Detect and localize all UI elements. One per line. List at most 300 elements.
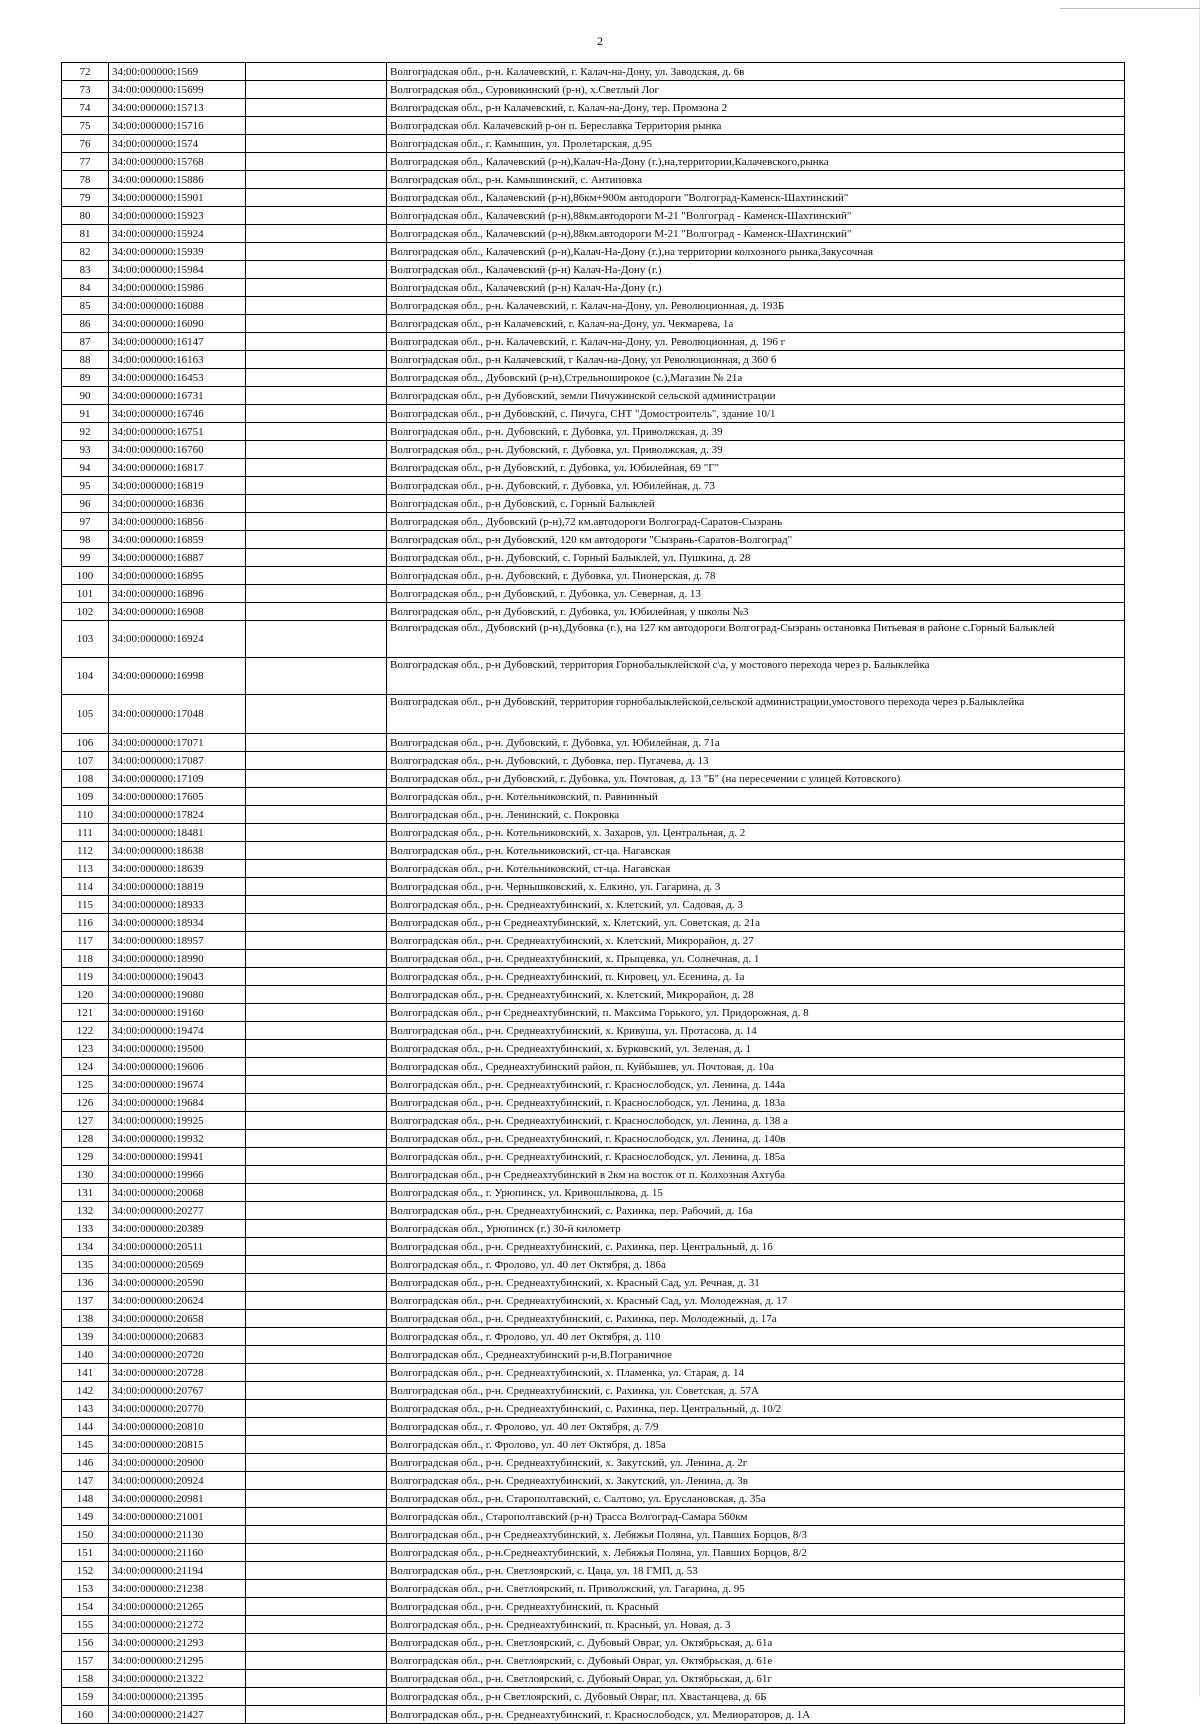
cadastral-number: 34:00:000000:17109 bbox=[109, 770, 246, 788]
address-cell: Волгоградская обл., р-н. Дубовский, г. Дубовка, ул. Юбилейная, д. 73 bbox=[387, 477, 1125, 495]
row-number: 78 bbox=[62, 171, 109, 189]
row-number: 148 bbox=[62, 1490, 109, 1508]
table-row bbox=[62, 261, 1125, 279]
address-cell: Волгоградская обл., р-н Дубовский, земли Пичужинской сельской администрации bbox=[387, 387, 1125, 405]
cadastral-number: 34:00:000000:19941 bbox=[109, 1148, 246, 1166]
empty-cell bbox=[246, 1544, 387, 1562]
cadastral-number: 34:00:000000:18934 bbox=[109, 914, 246, 932]
row-number: 160 bbox=[62, 1706, 109, 1724]
row-number: 106 bbox=[62, 734, 109, 752]
address-cell: Волгоградская обл., р-н Дубовский, с. Горный Балыклей bbox=[387, 495, 1125, 513]
empty-cell bbox=[246, 1616, 387, 1634]
cadastral-number: 34:00:000000:19160 bbox=[109, 1004, 246, 1022]
cadastral-number: 34:00:000000:17071 bbox=[109, 734, 246, 752]
address-cell: Волгоградская обл., р-н. Среднеахтубинский, с. Рахинка, ул. Советская, д. 57А bbox=[387, 1382, 1125, 1400]
row-number: 100 bbox=[62, 567, 109, 585]
empty-cell bbox=[246, 225, 387, 243]
table-row bbox=[62, 585, 1125, 603]
address-cell: Волгоградская обл., Суровикинский (р-н), х.Светлый Лог bbox=[387, 81, 1125, 99]
address-cell: Волгоградская обл., р-н Дубовский, 120 км автодороги "Сызрань-Саратов-Волгоград" bbox=[387, 531, 1125, 549]
row-number: 144 bbox=[62, 1418, 109, 1436]
row-number: 158 bbox=[62, 1670, 109, 1688]
cadastral-number: 34:00:000000:20924 bbox=[109, 1472, 246, 1490]
table-row bbox=[62, 1418, 1125, 1436]
address-cell: Волгоградская обл., р-н. Котельниковский, ст-ца. Нагавская bbox=[387, 860, 1125, 878]
table-row bbox=[62, 1598, 1125, 1616]
empty-cell bbox=[246, 369, 387, 387]
cadastral-number: 34:00:000000:15984 bbox=[109, 261, 246, 279]
cadastral-number: 34:00:000000:16895 bbox=[109, 567, 246, 585]
cadastral-number: 34:00:000000:16859 bbox=[109, 531, 246, 549]
address-cell: Волгоградская обл., р-н Среднеахтубинский, х. Клетский, ул. Советская, д. 21а bbox=[387, 914, 1125, 932]
row-number: 141 bbox=[62, 1364, 109, 1382]
address-cell: Волгоградская обл., р-н. Калачевский, г. Калач-на-Дону, ул. Революционная, д. 193Б bbox=[387, 297, 1125, 315]
table-row bbox=[62, 135, 1125, 153]
row-number: 122 bbox=[62, 1022, 109, 1040]
cadastral-number: 34:00:000000:21238 bbox=[109, 1580, 246, 1598]
row-number: 132 bbox=[62, 1202, 109, 1220]
address-cell: Волгоградская обл. Калачевский р-он п. Береславка Территория рынка bbox=[387, 117, 1125, 135]
row-number: 128 bbox=[62, 1130, 109, 1148]
row-number: 114 bbox=[62, 878, 109, 896]
address-cell: Волгоградская обл., р-н. Среднеахтубинский, п. Красный bbox=[387, 1598, 1125, 1616]
row-number: 73 bbox=[62, 81, 109, 99]
cadastral-number: 34:00:000000:1569 bbox=[109, 63, 246, 81]
cadastral-number: 34:00:000000:1574 bbox=[109, 135, 246, 153]
cadastral-number: 34:00:000000:19474 bbox=[109, 1022, 246, 1040]
cadastral-number: 34:00:000000:20389 bbox=[109, 1220, 246, 1238]
cadastral-number: 34:00:000000:15924 bbox=[109, 225, 246, 243]
empty-cell bbox=[246, 1598, 387, 1616]
cadastral-number: 34:00:000000:17605 bbox=[109, 788, 246, 806]
address-cell: Волгоградская обл., Калачевский (р-н),88км.автодороги М-21 "Волгоград - Каменск-Шахтинский" bbox=[387, 207, 1125, 225]
address-cell: Волгоградская обл., р-н. Дубовский, с. Горный Балыклей, ул. Пушкина, д. 28 bbox=[387, 549, 1125, 567]
empty-cell bbox=[246, 1490, 387, 1508]
empty-cell bbox=[246, 153, 387, 171]
empty-cell bbox=[246, 1004, 387, 1022]
address-cell: Волгоградская обл., р-н. Среднеахтубинский, х. Красный Сад, ул. Речная, д. 31 bbox=[387, 1274, 1125, 1292]
table-row bbox=[62, 351, 1125, 369]
address-cell: Волгоградская обл., Калачевский (р-н),Калач-На-Дону (г.),на,территории,Калачевского,рынка bbox=[387, 153, 1125, 171]
row-number: 75 bbox=[62, 117, 109, 135]
address-cell: Волгоградская обл., р-н Калачевский, г. Калач-на-Дону, ул. Чекмарева, 1а bbox=[387, 315, 1125, 333]
row-number: 137 bbox=[62, 1292, 109, 1310]
scan-corner-mark bbox=[1060, 0, 1200, 9]
empty-cell bbox=[246, 1202, 387, 1220]
empty-cell bbox=[246, 1508, 387, 1526]
cadastral-number: 34:00:000000:16760 bbox=[109, 441, 246, 459]
cadastral-number: 34:00:000000:16887 bbox=[109, 549, 246, 567]
address-cell: Волгоградская обл., р-н. Камышинский, с. Антиповка bbox=[387, 171, 1125, 189]
empty-cell bbox=[246, 1364, 387, 1382]
address-cell: Волгоградская обл., р-н. Среднеахтубинский, х. Клетский, ул. Садовая, д. 3 bbox=[387, 896, 1125, 914]
empty-cell bbox=[246, 549, 387, 567]
empty-cell bbox=[246, 878, 387, 896]
row-number: 124 bbox=[62, 1058, 109, 1076]
empty-cell bbox=[246, 914, 387, 932]
row-number: 147 bbox=[62, 1472, 109, 1490]
row-number: 81 bbox=[62, 225, 109, 243]
empty-cell bbox=[246, 932, 387, 950]
address-cell: Волгоградская обл., Калачевский (р-н) Калач-На-Дону (г.) bbox=[387, 279, 1125, 297]
row-number: 151 bbox=[62, 1544, 109, 1562]
cadastral-number: 34:00:000000:15699 bbox=[109, 81, 246, 99]
table-row bbox=[62, 477, 1125, 495]
cadastral-number: 34:00:000000:18481 bbox=[109, 824, 246, 842]
empty-cell bbox=[246, 1076, 387, 1094]
empty-cell bbox=[246, 171, 387, 189]
empty-cell bbox=[246, 658, 387, 695]
address-cell: Волгоградская обл., р-н. Котельниковский, п. Равнинный bbox=[387, 788, 1125, 806]
cadastral-number: 34:00:000000:19080 bbox=[109, 986, 246, 1004]
table-row bbox=[62, 824, 1125, 842]
table-row bbox=[62, 1238, 1125, 1256]
address-cell: Волгоградская обл., р-н. Среднеахтубинский, х. Красный Сад, ул. Молодежная, д. 17 bbox=[387, 1292, 1125, 1310]
row-number: 92 bbox=[62, 423, 109, 441]
cadastral-number: 34:00:000000:15886 bbox=[109, 171, 246, 189]
row-number: 94 bbox=[62, 459, 109, 477]
empty-cell bbox=[246, 513, 387, 531]
table-row bbox=[62, 770, 1125, 788]
row-number: 99 bbox=[62, 549, 109, 567]
table-row bbox=[62, 369, 1125, 387]
row-number: 127 bbox=[62, 1112, 109, 1130]
row-number: 115 bbox=[62, 896, 109, 914]
empty-cell bbox=[246, 351, 387, 369]
empty-cell bbox=[246, 1166, 387, 1184]
table-row bbox=[62, 1310, 1125, 1328]
address-cell: Волгоградская обл., р-н. Среднеахтубинский, г. Краснослободск, ул. Ленина, д. 138 а bbox=[387, 1112, 1125, 1130]
table-row bbox=[62, 63, 1125, 81]
table-row bbox=[62, 1562, 1125, 1580]
row-number: 105 bbox=[62, 695, 109, 734]
row-number: 129 bbox=[62, 1148, 109, 1166]
table-row bbox=[62, 1616, 1125, 1634]
cadastral-number: 34:00:000000:19966 bbox=[109, 1166, 246, 1184]
empty-cell bbox=[246, 423, 387, 441]
row-number: 112 bbox=[62, 842, 109, 860]
empty-cell bbox=[246, 1112, 387, 1130]
empty-cell bbox=[246, 459, 387, 477]
row-number: 111 bbox=[62, 824, 109, 842]
address-cell: Волгоградская обл., р-н.Среднеахтубинский, х. Лебяжья Поляна, ул. Павших Борцов, 8/2 bbox=[387, 1544, 1125, 1562]
page-number: 2 bbox=[597, 34, 603, 48]
cadastral-number: 34:00:000000:20810 bbox=[109, 1418, 246, 1436]
cadastral-number: 34:00:000000:20815 bbox=[109, 1436, 246, 1454]
empty-cell bbox=[246, 1292, 387, 1310]
row-number: 85 bbox=[62, 297, 109, 315]
cadastral-number: 34:00:000000:20728 bbox=[109, 1364, 246, 1382]
address-cell: Волгоградская обл., Калачевский (р-н),86км+900м автодороги "Волгоград-Каменск-Шахтинский" bbox=[387, 189, 1125, 207]
empty-cell bbox=[246, 1220, 387, 1238]
row-number: 159 bbox=[62, 1688, 109, 1706]
address-cell: Волгоградская обл., р-н. Светлоярский, п. Приволжский, ул. Гагарина, д. 95 bbox=[387, 1580, 1125, 1598]
address-cell: Волгоградская обл., р-н. Среднеахтубинский, х. Бурковский, ул. Зеленая, д. 1 bbox=[387, 1040, 1125, 1058]
table-row bbox=[62, 752, 1125, 770]
cadastral-number: 34:00:000000:16453 bbox=[109, 369, 246, 387]
address-cell: Волгоградская обл., Среднеахтубинский район, п. Куйбышев, ул. Почтовая, д. 10а bbox=[387, 1058, 1125, 1076]
row-number: 104 bbox=[62, 658, 109, 695]
row-number: 88 bbox=[62, 351, 109, 369]
address-cell: Волгоградская обл., г. Фролово, ул. 40 лет Октября, д. 7/9 bbox=[387, 1418, 1125, 1436]
cadastral-number: 34:00:000000:19674 bbox=[109, 1076, 246, 1094]
cadastral-number: 34:00:000000:20511 bbox=[109, 1238, 246, 1256]
table-row bbox=[62, 1436, 1125, 1454]
row-number: 96 bbox=[62, 495, 109, 513]
cadastral-number: 34:00:000000:16896 bbox=[109, 585, 246, 603]
cadastral-number: 34:00:000000:16751 bbox=[109, 423, 246, 441]
row-number: 116 bbox=[62, 914, 109, 932]
empty-cell bbox=[246, 1346, 387, 1364]
row-number: 133 bbox=[62, 1220, 109, 1238]
empty-cell bbox=[246, 752, 387, 770]
row-number: 98 bbox=[62, 531, 109, 549]
row-number: 84 bbox=[62, 279, 109, 297]
address-cell: Волгоградская обл., г. Фролово, ул. 40 лет Октября, д. 186а bbox=[387, 1256, 1125, 1274]
cadastral-number: 34:00:000000:15923 bbox=[109, 207, 246, 225]
empty-cell bbox=[246, 734, 387, 752]
cadastral-number: 34:00:000000:16817 bbox=[109, 459, 246, 477]
address-cell: Волгоградская обл., р-н. Ленинский, с. Покровка bbox=[387, 806, 1125, 824]
row-number: 97 bbox=[62, 513, 109, 531]
table-row bbox=[62, 1256, 1125, 1274]
empty-cell bbox=[246, 621, 387, 658]
table-row bbox=[62, 1094, 1125, 1112]
cadastral-number: 34:00:000000:20624 bbox=[109, 1292, 246, 1310]
address-cell: Волгоградская обл., р-н. Среднеахтубинский, х. Прыщевка, ул. Солнечная, д. 1 bbox=[387, 950, 1125, 968]
row-number: 79 bbox=[62, 189, 109, 207]
row-number: 86 bbox=[62, 315, 109, 333]
empty-cell bbox=[246, 1130, 387, 1148]
cadastral-number: 34:00:000000:16088 bbox=[109, 297, 246, 315]
cadastral-number: 34:00:000000:16836 bbox=[109, 495, 246, 513]
address-cell: Волгоградская обл., р-н. Среднеахтубинский, п. Кировец, ул. Есенина, д. 1а bbox=[387, 968, 1125, 986]
cadastral-number: 34:00:000000:15768 bbox=[109, 153, 246, 171]
table-row bbox=[62, 117, 1125, 135]
cadastral-number: 34:00:000000:21265 bbox=[109, 1598, 246, 1616]
cadastral-number: 34:00:000000:21293 bbox=[109, 1634, 246, 1652]
row-number: 82 bbox=[62, 243, 109, 261]
row-number: 157 bbox=[62, 1652, 109, 1670]
empty-cell bbox=[246, 135, 387, 153]
empty-cell bbox=[246, 950, 387, 968]
cadastral-number: 34:00:000000:21194 bbox=[109, 1562, 246, 1580]
table-row bbox=[62, 1220, 1125, 1238]
table-row bbox=[62, 153, 1125, 171]
cadastral-number: 34:00:000000:18819 bbox=[109, 878, 246, 896]
table-row bbox=[62, 1184, 1125, 1202]
table-row bbox=[62, 81, 1125, 99]
address-cell: Волгоградская обл., р-н. Котельниковский, х. Захаров, ул. Центральная, д. 2 bbox=[387, 824, 1125, 842]
address-cell: Волгоградская обл., р-н. Среднеахтубинский, х. Закутский, ул. Ленина, д. 3в bbox=[387, 1472, 1125, 1490]
empty-cell bbox=[246, 477, 387, 495]
address-cell: Волгоградская обл., р-н. Дубовский, г. Дубовка, ул. Приволжская, д. 39 bbox=[387, 441, 1125, 459]
cadastral-number: 34:00:000000:18639 bbox=[109, 860, 246, 878]
address-cell: Волгоградская обл., р-н. Среднеахтубинский, г. Краснослободск, ул. Ленина, д. 183а bbox=[387, 1094, 1125, 1112]
row-number: 149 bbox=[62, 1508, 109, 1526]
cadastral-number: 34:00:000000:19500 bbox=[109, 1040, 246, 1058]
empty-cell bbox=[246, 1040, 387, 1058]
address-cell: Волгоградская обл., р-н. Светлоярский, с. Дубовый Овраг, ул. Октябрьская, д. 61г bbox=[387, 1670, 1125, 1688]
table-row bbox=[62, 842, 1125, 860]
table-row bbox=[62, 806, 1125, 824]
empty-cell bbox=[246, 531, 387, 549]
empty-cell bbox=[246, 896, 387, 914]
cadastral-number: 34:00:000000:16147 bbox=[109, 333, 246, 351]
table-row bbox=[62, 1706, 1125, 1724]
table-row bbox=[62, 549, 1125, 567]
cadastral-number: 34:00:000000:20981 bbox=[109, 1490, 246, 1508]
cadastral-number: 34:00:000000:20900 bbox=[109, 1454, 246, 1472]
row-number: 139 bbox=[62, 1328, 109, 1346]
address-cell: Волгоградская обл., г. Фролово, ул. 40 лет Октября, д. 185а bbox=[387, 1436, 1125, 1454]
cadastral-number: 34:00:000000:16163 bbox=[109, 351, 246, 369]
row-number: 153 bbox=[62, 1580, 109, 1598]
cadastral-number: 34:00:000000:18957 bbox=[109, 932, 246, 950]
cadastral-number: 34:00:000000:15939 bbox=[109, 243, 246, 261]
table-row bbox=[62, 1490, 1125, 1508]
empty-cell bbox=[246, 279, 387, 297]
empty-cell bbox=[246, 81, 387, 99]
address-cell: Волгоградская обл., р-н. Среднеахтубинский, г. Краснослободск, ул. Ленина, д. 185а bbox=[387, 1148, 1125, 1166]
table-row bbox=[62, 315, 1125, 333]
cadastral-number: 34:00:000000:18638 bbox=[109, 842, 246, 860]
row-number: 125 bbox=[62, 1076, 109, 1094]
table-row bbox=[62, 1166, 1125, 1184]
address-cell: Волгоградская обл., Калачевский (р-н),88км.автодороги М-21 "Волгоград - Каменск-Шахтинский" bbox=[387, 225, 1125, 243]
cadastral-number: 34:00:000000:19606 bbox=[109, 1058, 246, 1076]
table-row bbox=[62, 950, 1125, 968]
table-row bbox=[62, 658, 1125, 695]
empty-cell bbox=[246, 261, 387, 279]
table-row bbox=[62, 896, 1125, 914]
empty-cell bbox=[246, 405, 387, 423]
empty-cell bbox=[246, 695, 387, 734]
address-cell: Волгоградская обл., р-н Дубовский, территория горнобалыклейской,сельской администрации,умостового перехода через р.Балыклейка bbox=[387, 695, 1125, 734]
table-row bbox=[62, 1346, 1125, 1364]
row-number: 77 bbox=[62, 153, 109, 171]
empty-cell bbox=[246, 1652, 387, 1670]
cadastral-number: 34:00:000000:16856 bbox=[109, 513, 246, 531]
empty-cell bbox=[246, 1256, 387, 1274]
table-row bbox=[62, 621, 1125, 658]
table-row bbox=[62, 1652, 1125, 1670]
empty-cell bbox=[246, 788, 387, 806]
cadastral-number: 34:00:000000:20767 bbox=[109, 1382, 246, 1400]
table-row bbox=[62, 1202, 1125, 1220]
row-number: 90 bbox=[62, 387, 109, 405]
cadastral-number: 34:00:000000:21427 bbox=[109, 1706, 246, 1724]
empty-cell bbox=[246, 986, 387, 1004]
table-row bbox=[62, 279, 1125, 297]
row-number: 155 bbox=[62, 1616, 109, 1634]
address-cell: Волгоградская обл., р-н. Среднеахтубинский, г. Краснослободск, ул. Ленина, д. 140в bbox=[387, 1130, 1125, 1148]
empty-cell bbox=[246, 1148, 387, 1166]
table-row bbox=[62, 1472, 1125, 1490]
table-row bbox=[62, 513, 1125, 531]
table-row bbox=[62, 1544, 1125, 1562]
row-number: 93 bbox=[62, 441, 109, 459]
cadastral-number: 34:00:000000:20770 bbox=[109, 1400, 246, 1418]
row-number: 156 bbox=[62, 1634, 109, 1652]
row-number: 118 bbox=[62, 950, 109, 968]
row-number: 80 bbox=[62, 207, 109, 225]
empty-cell bbox=[246, 99, 387, 117]
registry-table bbox=[61, 62, 1125, 1724]
row-number: 83 bbox=[62, 261, 109, 279]
cadastral-number: 34:00:000000:19925 bbox=[109, 1112, 246, 1130]
row-number: 142 bbox=[62, 1382, 109, 1400]
row-number: 107 bbox=[62, 752, 109, 770]
empty-cell bbox=[246, 1382, 387, 1400]
empty-cell bbox=[246, 824, 387, 842]
empty-cell bbox=[246, 806, 387, 824]
empty-cell bbox=[246, 603, 387, 621]
row-number: 120 bbox=[62, 986, 109, 1004]
table-row bbox=[62, 1112, 1125, 1130]
address-cell: Волгоградская обл., р-н. Среднеахтубинский, г. Краснослободск, ул. Мелиораторов, д. 1А bbox=[387, 1706, 1125, 1724]
table-row bbox=[62, 1400, 1125, 1418]
row-number: 126 bbox=[62, 1094, 109, 1112]
cadastral-number: 34:00:000000:21160 bbox=[109, 1544, 246, 1562]
cadastral-number: 34:00:000000:17087 bbox=[109, 752, 246, 770]
registry-table-body bbox=[62, 63, 1125, 1724]
row-number: 87 bbox=[62, 333, 109, 351]
row-number: 74 bbox=[62, 99, 109, 117]
row-number: 146 bbox=[62, 1454, 109, 1472]
empty-cell bbox=[246, 1058, 387, 1076]
table-row bbox=[62, 1076, 1125, 1094]
address-cell: Волгоградская обл., р-н. Калачевский, г. Калач-на-Дону, ул. Революционная, д. 196 г bbox=[387, 333, 1125, 351]
table-row bbox=[62, 1058, 1125, 1076]
address-cell: Волгоградская обл., р-н. Чернышковский, х. Елкино, ул. Гагарина, д. 3 bbox=[387, 878, 1125, 896]
row-number: 89 bbox=[62, 369, 109, 387]
empty-cell bbox=[246, 63, 387, 81]
table-row bbox=[62, 297, 1125, 315]
table-row bbox=[62, 1274, 1125, 1292]
empty-cell bbox=[246, 1706, 387, 1724]
empty-cell bbox=[246, 297, 387, 315]
address-cell: Волгоградская обл., р-н. Светлоярский, с. Дубовый Овраг, ул. Октябрьская, д. 61е bbox=[387, 1652, 1125, 1670]
address-cell: Волгоградская обл., р-н Среднеахтубинский, х. Лебяжья Поляна, ул. Павших Борцов, 8/3 bbox=[387, 1526, 1125, 1544]
table-row bbox=[62, 459, 1125, 477]
cadastral-number: 34:00:000000:21322 bbox=[109, 1670, 246, 1688]
address-cell: Волгоградская обл., р-н Дубовский, территория Горнобалыклейской с\а, у мостового перехода через р. Балыклейка bbox=[387, 658, 1125, 695]
row-number: 136 bbox=[62, 1274, 109, 1292]
cadastral-number: 34:00:000000:21001 bbox=[109, 1508, 246, 1526]
address-cell: Волгоградская обл., р-н. Среднеахтубинский, х. Кривуша, ул. Протасова, д. 14 bbox=[387, 1022, 1125, 1040]
address-cell: Волгоградская обл., р-н. Среднеахтубинский, п. Красный, ул. Новая, д. 3 bbox=[387, 1616, 1125, 1634]
address-cell: Волгоградская обл., Дубовский (р-н),Стрельноширокое (с.),Магазин № 21а bbox=[387, 369, 1125, 387]
address-cell: Волгоградская обл., г. Камышин, ул. Пролетарская, д.95 bbox=[387, 135, 1125, 153]
empty-cell bbox=[246, 1238, 387, 1256]
table-row bbox=[62, 225, 1125, 243]
address-cell: Волгоградская обл., Дубовский (р-н),72 км.автодороги Волгоград-Саратов-Сызрань bbox=[387, 513, 1125, 531]
address-cell: Волгоградская обл., р-н. Среднеахтубинский, с. Рахинка, пер. Центральный, д. 16 bbox=[387, 1238, 1125, 1256]
empty-cell bbox=[246, 243, 387, 261]
cadastral-number: 34:00:000000:21295 bbox=[109, 1652, 246, 1670]
cadastral-number: 34:00:000000:16998 bbox=[109, 658, 246, 695]
table-row bbox=[62, 1022, 1125, 1040]
empty-cell bbox=[246, 585, 387, 603]
cadastral-number: 34:00:000000:16908 bbox=[109, 603, 246, 621]
empty-cell bbox=[246, 1526, 387, 1544]
table-row bbox=[62, 1634, 1125, 1652]
address-cell: Волгоградская обл., р-н. Среднеахтубинский, с. Рахинка, пер. Центральный, д. 10/2 bbox=[387, 1400, 1125, 1418]
table-row bbox=[62, 441, 1125, 459]
cadastral-number: 34:00:000000:17048 bbox=[109, 695, 246, 734]
row-number: 119 bbox=[62, 968, 109, 986]
